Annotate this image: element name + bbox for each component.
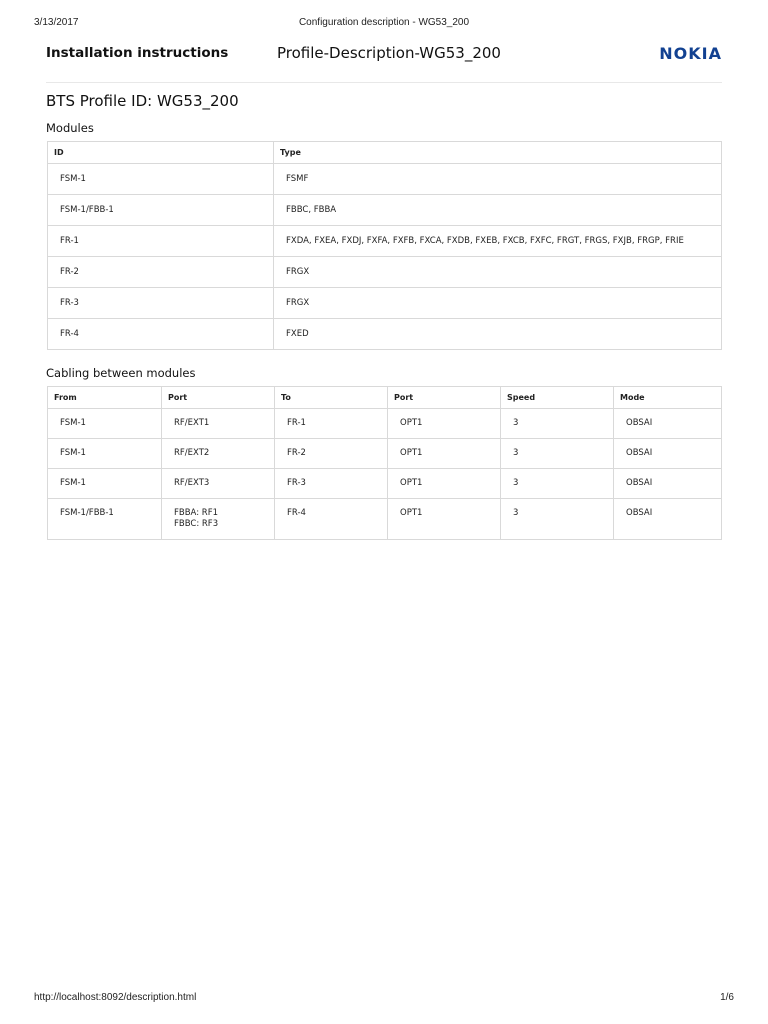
modules-heading: Modules: [46, 121, 94, 135]
profile-title: Profile-Description-WG53_200: [277, 44, 501, 62]
table-row: [48, 319, 722, 350]
table-row: [48, 499, 722, 540]
module-id: FSM-1/FBB-1: [48, 195, 274, 226]
column-header-from: From: [48, 387, 162, 409]
module-type: FXDA, FXEA, FXDJ, FXFA, FXFB, FXCA, FXDB, FXEB, FXCB, FXFC, FRGT, FRGS, FXJB, FRGP, FRIE: [274, 226, 722, 257]
cable-from-port: RF/EXT3: [162, 469, 275, 499]
cable-from-port: RF/EXT2: [162, 439, 275, 469]
nokia-logo: NOKIA: [659, 44, 722, 63]
cable-from: FSM-1: [48, 469, 162, 499]
module-id: FR-2: [48, 257, 274, 288]
cable-speed: 3: [501, 439, 614, 469]
cable-mode: OBSAI: [614, 469, 722, 499]
column-header-to: To: [275, 387, 388, 409]
cable-to-port: OPT1: [388, 499, 501, 540]
module-id: FR-3: [48, 288, 274, 319]
column-header-id: ID: [48, 142, 274, 164]
cable-speed: 3: [501, 409, 614, 439]
column-header-type: Type: [274, 142, 722, 164]
table-row: [48, 439, 722, 469]
modules-table: [47, 141, 722, 350]
cable-mode: OBSAI: [614, 409, 722, 439]
table-row: [48, 226, 722, 257]
cable-to-port: OPT1: [388, 469, 501, 499]
module-type: FXED: [274, 319, 722, 350]
page-number: 1/6: [720, 992, 734, 1003]
cable-to-port: OPT1: [388, 409, 501, 439]
print-header: [34, 17, 734, 31]
module-id: FSM-1: [48, 164, 274, 195]
table-row: [48, 409, 722, 439]
table-row: [48, 164, 722, 195]
print-footer: [34, 992, 734, 1006]
cable-to: FR-1: [275, 409, 388, 439]
module-type: FBBC, FBBA: [274, 195, 722, 226]
table-row: [48, 288, 722, 319]
print-date: 3/13/2017: [34, 17, 79, 28]
bts-profile-title: BTS Profile ID: WG53_200: [46, 92, 239, 110]
print-url: http://localhost:8092/description.html: [34, 992, 197, 1003]
section-title: Installation instructions: [46, 45, 229, 61]
table-row: [48, 257, 722, 288]
column-header-port: Port: [388, 387, 501, 409]
cable-from: FSM-1/FBB-1: [48, 499, 162, 540]
cable-to: FR-3: [275, 469, 388, 499]
module-type: FSMF: [274, 164, 722, 195]
cable-mode: OBSAI: [614, 499, 722, 540]
cable-from-port: FBBA: RF1 FBBC: RF3: [162, 499, 275, 540]
cable-to: FR-2: [275, 439, 388, 469]
page-header: [46, 38, 722, 83]
cable-from-port: RF/EXT1: [162, 409, 275, 439]
module-id: FR-1: [48, 226, 274, 257]
module-id: FR-4: [48, 319, 274, 350]
column-header-port: Port: [162, 387, 275, 409]
cable-speed: 3: [501, 469, 614, 499]
module-type: FRGX: [274, 257, 722, 288]
table-row: [48, 195, 722, 226]
table-row: [48, 469, 722, 499]
cable-speed: 3: [501, 499, 614, 540]
column-header-mode: Mode: [614, 387, 722, 409]
cable-to-port: OPT1: [388, 439, 501, 469]
print-title: Configuration description - WG53_200: [298, 17, 470, 28]
cabling-table: [47, 386, 722, 540]
cabling-heading: Cabling between modules: [46, 366, 196, 380]
table-header-row: [48, 387, 722, 409]
module-type: FRGX: [274, 288, 722, 319]
cable-mode: OBSAI: [614, 439, 722, 469]
table-header-row: [48, 142, 722, 164]
cable-from: FSM-1: [48, 409, 162, 439]
cable-from: FSM-1: [48, 439, 162, 469]
column-header-speed: Speed: [501, 387, 614, 409]
cable-to: FR-4: [275, 499, 388, 540]
